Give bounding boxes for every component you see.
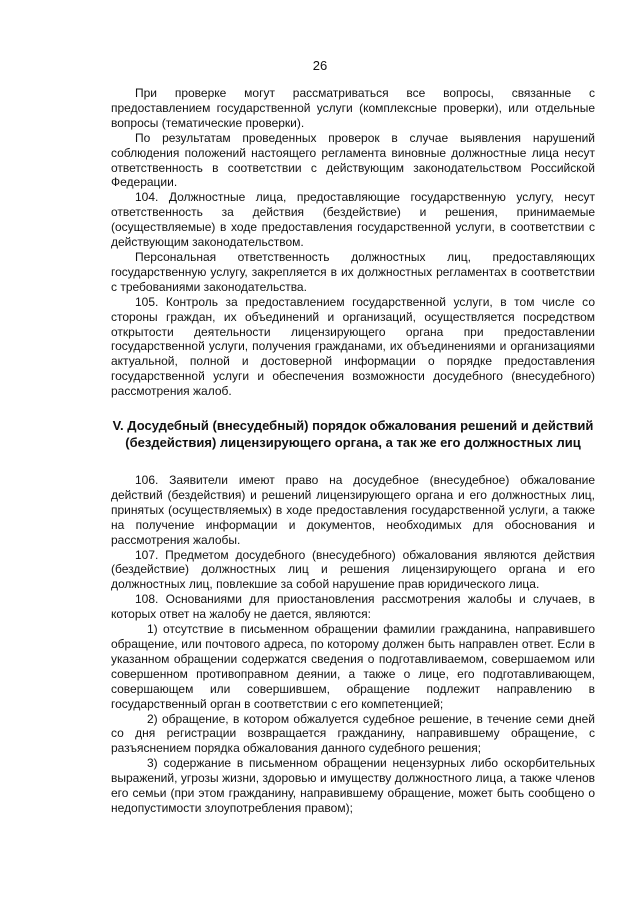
list-item: 3) содержание в письменном обращении нецензурных либо оскорбительных выражений, угрозы жизни, здоровью и имуществу должностного лица, а также членов его семьи (при этом гражданину, направившему обращение, может быть сообщено о недопустимости злоупотребления правом); (111, 756, 595, 815)
paragraph: Персональная ответственность должностных лиц, предоставляющих государственную услугу, закрепляется в их должностных регламентах в соответствии с требованиями законодательства. (111, 249, 595, 294)
list-item: 1) отсутствие в письменном обращении фамилии гражданина, направившего обращение, или почтового адреса, по которому должен быть направлен ответ. Если в указанном обращении содержатся сведения о подготавливаемом, совершаемом или совершенном противоправном деянии, а также о лице, его подготавливающем, совершающем или совершившем, обращение подлежит направлению в государственный орган в соответствии с его компетенцией; (111, 622, 595, 711)
paragraph: 106. Заявители имеют право на досудебное (внесудебное) обжалование действий (бездействия) и решений лицензирующего органа и его должностных лиц, принятых (осуществляемых) в ходе предоставления государственной услуги, а также на получение информации и документов, необходимых для обоснования и рассмотрения жалобы. (111, 473, 595, 547)
page-number: 26 (312, 58, 328, 73)
paragraph: 107. Предметом досудебного (внесудебного) обжалования являются действия (бездействие) должностных лиц и решения лицензирующего органа и его должностных лиц, повлекшие за собой нарушение прав юридического лица. (111, 547, 595, 592)
paragraph: По результатам проведенных проверок в случае выявления нарушений соблюдения положений настоящего регламента виновные должностные лица несут ответственность в соответствии с действующим законодательством Российской Федерации. (111, 130, 595, 190)
section-heading-line: V. Досудебный (внесудебный) порядок обжалования решений и действий (112, 418, 594, 434)
section-heading (111, 417, 595, 451)
section-heading-line: (бездействия) лицензирующего органа, а так же его должностных лиц (125, 435, 581, 451)
document-body (111, 86, 595, 816)
list-item: 2) обращение, в котором обжалуется судебное решение, в течение семи дней со дня регистрации возвращается гражданину, направившему обращение, с разъяснением порядка обжалования данного судебного решения; (111, 711, 595, 756)
paragraph: 108. Основаниями для приостановления рассмотрения жалобы и случаев, в которых ответ на жалобу не дается, являются: (111, 592, 595, 622)
paragraph: 104. Должностные лица, предоставляющие государственную услугу, несут ответственность за действия (бездействие) и решения, принимаемые (осуществляемые) в ходе предоставления государственной услуги, в соответствии с действующим законодательством. (111, 190, 595, 250)
paragraph: 105. Контроль за предоставлением государственной услуги, в том числе со стороны граждан, их объединений и организаций, осуществляется посредством открытости деятельности лицензирующего органа при предоставлении государственной услуги, получения гражданами, их объединениями и организациями актуальной, полной и достоверной информации о порядке предоставления государственной услуги и обеспечения возможности досудебного (внесудебного) рассмотрения жалоб. (111, 294, 595, 399)
paragraph: При проверке могут рассматриваться все вопросы, связанные с предоставлением государственной услуги (комплексные проверки), или отдельные вопросы (тематические проверки). (111, 86, 595, 130)
